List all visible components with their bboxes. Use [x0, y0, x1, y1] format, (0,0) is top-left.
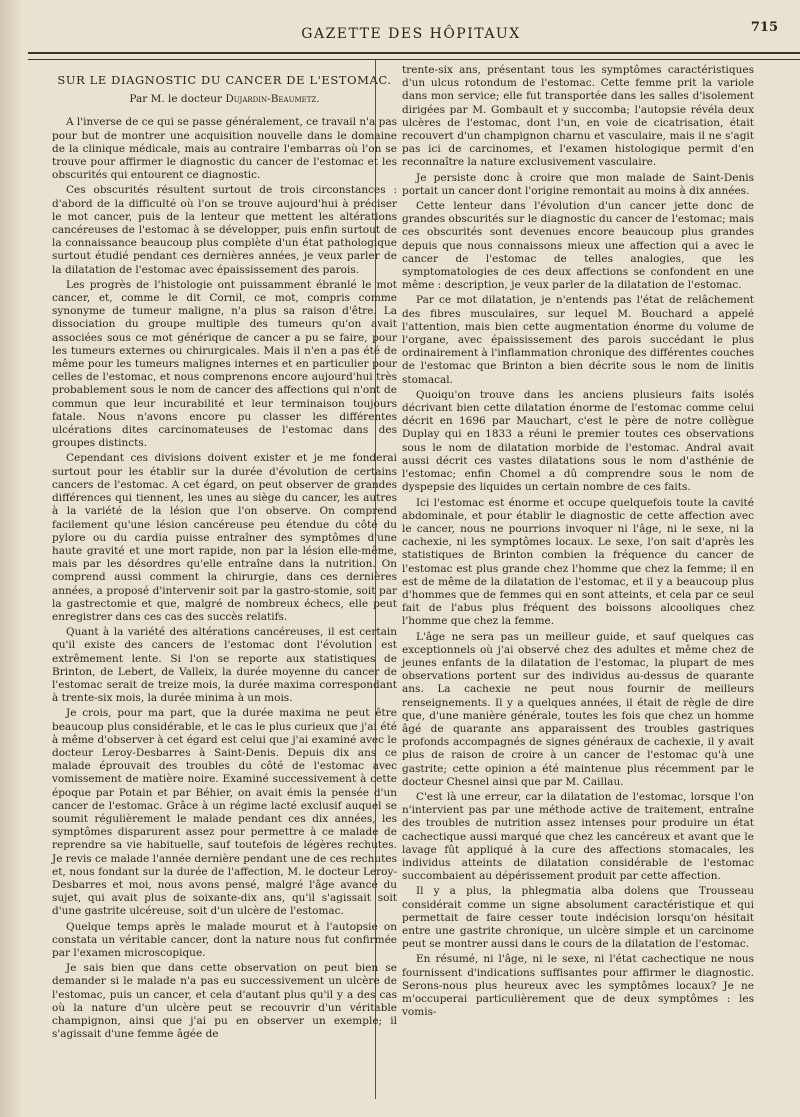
paragraph: C'est là une erreur, car la dilatation de l'estomac, lorsque l'on n'intervient pas par une méthode active de traitement, entraîne des troubles de nutrition assez intenses pour produire un état cachectique aussi marqué que chez les cancéreux et avant que le lavage fût appliqué à la cure des affections stomacales, les individus atteints de dilatation considérable de l'estomac succombaient au dépérissement produit par cette affection. — [402, 790, 754, 883]
paragraph: En résumé, ni l'âge, ni le sexe, ni l'état cachectique ne nous fournissent d'indications suffisantes pour affirmer le diagnostic. Serons-nous plus heureux avec les symptômes locaux? Je ne m'occuperai particulièrement que de deux symptômes : les vomis- — [402, 953, 754, 1019]
paragraph: L'âge ne sera pas un meilleur guide, et sauf quelques cas exceptionnels où j'ai observé chez des adultes et même chez de jeunes enfants de la dilatation de l'estomac, la plupart de mes observations portent sur des individus au-dessus de quarante ans. La cachexie ne peut nous fournir de meilleurs renseignements. Il y a quelques années, il était de règle de dire que, d'une manière générale, toutes les fois que chez un homme âgé de quarante ans apparaissent des troubles gastriques profonds accompagnés de signes généraux de cachexie, il y avait plus de raison de croire à un cancer de l'estomac qu'à une gastrite; cette opinion a été maintenue plus récemment par le docteur Chesnel ainsi que par M. Caillau. — [402, 630, 754, 788]
paragraph: Les progrès de l'histologie ont puissamment ébranlé le mot cancer, et, comme le dit Cornil, ce mot, compris comme synonyme de tumeur maligne, n'a plus sa raison d'être. La dissociation du groupe multiple des tumeurs qu'on avait associées sous ce mot générique de cancer a pu se faire, pour les tumeurs externes ou chirurgicales. Mais il n'en a pas été de même pour les tumeurs malignes internes et en particulier pour celles de l'estomac, et nous comprenons encore aujourd'hui très probablement sous le nom de cancer des affections qui n'ont de commun que leur incurabilité et leur terminaison toujours fatale. Nous n'avons encore pu classer les différentes ulcérations dites carcinomateuses de l'estomac dans des groupes distincts. — [52, 278, 397, 450]
paragraph: A l'inverse de ce qui se passe généralement, ce travail n'a pas pour but de montrer une acquisition nouvelle dans le domaine de la clinique médicale, mais au contraire l'embarras où l'on se trouve pour affirmer le diagnostic du cancer de l'estomac et les obscurités qui entourent ce diagnostic. — [52, 116, 397, 182]
paragraph: Je persiste donc à croire que mon malade de Saint-Denis portait un cancer dont l'origine remontait au moins à dix années. — [402, 171, 754, 197]
header-rule — [28, 52, 800, 60]
paragraph: Quant à la variété des altérations cancéreuses, il est certain qu'il existe des cancers de l'estomac dont l'évolution est extrêmement lente. Si l'on se reporte aux statistiques de Brinton, de Lebert, de Valleix, la durée moyenne du cancer de l'estomac serait de treize mois, la durée maxima correspondant à trente-six mois, la durée minima à un mois. — [52, 626, 397, 705]
page-number: 715 — [750, 20, 778, 35]
paragraph: Je crois, pour ma part, que la durée maxima ne peut être beaucoup plus considérable, et le cas le plus curieux que j'ai été à même d'observer à cet égard est celui que j'ai examiné avec le docteur Leroy-Desbarres à Saint-Denis. Depuis dix ans ce malade éprouvait des troubles du côté de l'estomac avec vomissement de matière noire. Examiné successivement à cette époque par Potain et par Béhier, on avait émis la pensée d'un cancer de l'estomac. Grâce à un régime lacté exclusif auquel se soumit régulièrement le malade pendant ces dix années, les symptômes disparurent assez pour permettre à ce malade de reprendre sa vie habituelle, sauf toutefois de légères rechutes. Je revis ce malade l'année dernière pendant une de ces rechutes et, nous fondant sur la durée de l'affection, M. le docteur Leroy-Desbarres et moi, nous avons pensé, malgré l'âge avancé du sujet, qui avait plus de soixante-dix ans, qu'il s'agissait soit d'une gastrite ulcéreuse, soit d'un ulcère de l'estomac. — [52, 707, 397, 918]
paragraph: Cependant ces divisions doivent exister et je me fonderai surtout pour les établir sur la durée d'évolution de certains cancers de l'estomac. A cet égard, on peut observer de grandes différences qui tiennent, les unes au siège du cancer, les autres à la variété de la lésion que l'on observe. On comprend facilement qu'une lésion cancéreuse peu étendue du côté du pylore ou du cardia puisse entraîner des symptômes d'une haute gravité et une mort rapide, non par la lésion elle-même, mais par les désordres qu'elle entraîne dans la nutrition. On comprend aussi comment la chirurgie, dans ces dernières années, a proposé d'intervenir soit par la gastro-stomie, soit par la gastrectomie et que, malgré de nombreux échecs, elle peut enregistrer dans ces cas des succès relatifs. — [52, 452, 397, 623]
paragraph: Cette lenteur dans l'évolution d'un cancer jette donc de grandes obscurités sur le diagnostic du cancer de l'estomac; mais ces obscurités sont devenues encore beaucoup plus grandes depuis que nous connaissons mieux une affection qui a avec le cancer de l'estomac de telles analogies, que les symptomatologies de ces deux affections se confondent en une même : description, je veux parler de la dilatation de l'estomac. — [402, 200, 754, 292]
byline-author: Dujardin-Beaumetz. — [225, 93, 320, 106]
paragraph: Par ce mot dilatation, je n'entends pas l'état de relâchement des fibres musculaires, sur lequel M. Bouchard a appelé l'attention, mais bien cette augmentation énorme du volume de l'organe, avec épaississement des parois succédant le plus ordinairement à l'inflammation chronique des différentes couches de l'estomac que Brinton a bien décrite sous le nom de linitis stomacal. — [402, 294, 754, 386]
byline-prefix: Par M. le docteur — [129, 93, 223, 106]
paragraph: Ici l'estomac est énorme et occupe quelquefois toute la cavité abdominale, et pour établir le diagnostic de cette affection avec le cancer, nous ne pourrions invoquer ni l'âge, ni le sexe, ni la cachexie, ni les symptômes locaux. Le sexe, l'on sait d'après les statistiques de Brinton combien la fréquence du cancer de l'estomac est plus grande chez l'homme que chez la femme; il en est de même de la dilatation de l'estomac, et il y a beaucoup plus d'hommes que de femmes qui en sont atteints, et cela par ce seul fait de l'abus plus fréquent des boissons alcooliques chez l'homme que chez la femme. — [402, 496, 754, 628]
paragraph: Il y a plus, la phlegmatia alba dolens que Trousseau considérait comme un signe absolument caractéristique et qui permettait de faire cesser toute indécision lorsqu'on hésitait entre une gastrite chronique, un ulcère simple et un carcinome peut se montrer aussi dans le cours de la dilatation de l'estomac. — [402, 885, 754, 951]
paragraph: Quelque temps après le malade mourut et à l'autopsie on constata un véritable cancer, dont la nature nous fut confirmée par l'examen microscopique. — [52, 920, 397, 959]
right-column — [402, 64, 754, 1021]
running-head — [40, 18, 782, 48]
left-column — [52, 64, 397, 1043]
byline — [52, 93, 397, 106]
paragraph: Ces obscurités résultent surtout de trois circonstances : d'abord de la difficulté où l'on se trouve aujourd'hui à préciser le mot cancer, puis de la lenteur que mettent les altérations cancéreuses de l'estomac à se développer, puis enfin surtout de la connaissance beaucoup plus complète d'un état pathologique surtout étudié pendant ces dernières années, je veux parler de la dilatation de l'estomac avec épaississement des parois. — [52, 184, 397, 276]
paragraph: trente-six ans, présentant tous les symptômes caractéristiques d'un ulcus rotondum de l'estomac. Cette femme prit la variole dans mon service; elle fut transportée dans les salles d'isolement dirigées par M. Gombault et y succomba; l'autopsie révéla deux ulcères de l'estomac, dont l'un, en voie de cicatrisation, était recouvert d'un champignon charnu et vasculaire, mais il ne s'agit pas ici de carcinomes, et l'examen histologique permit d'en reconnaître la nature exclusivement vasculaire. — [402, 64, 754, 169]
paragraph: Quoiqu'on trouve dans les anciens plusieurs faits isolés décrivant bien cette dilatation énorme de l'estomac comme celui décrit en 1696 par Mauchart, c'est le père de notre collègue Duplay qui en 1833 a réuni le premier toutes ces observations sous le nom de dilatation morbide de l'estomac. Andral avait aussi décrit ces vastes dilatations sous le nom d'asthénie de l'estomac; enfin Chomel a dû comprendre sous le nom de dyspepsie des liquides un certain nombre de ces faits. — [402, 388, 754, 494]
paragraph: Je sais bien que dans cette observation on peut bien se demander si le malade n'a pas eu successivement un ulcère de l'estomac, puis un cancer, et cela d'autant plus qu'il y a des cas où la nature d'un ulcère peut se recouvrir d'un véritable champignon, ainsi que j'ai pu en observer un exemple; il s'agissait d'une femme âgée de — [52, 962, 397, 1041]
binding-edge — [0, 0, 22, 1117]
journal-name: GAZETTE DES HÔPITAUX — [301, 26, 521, 42]
article-title: SUR LE DIAGNOSTIC DU CANCER DE L'ESTOMAC. — [57, 73, 392, 87]
